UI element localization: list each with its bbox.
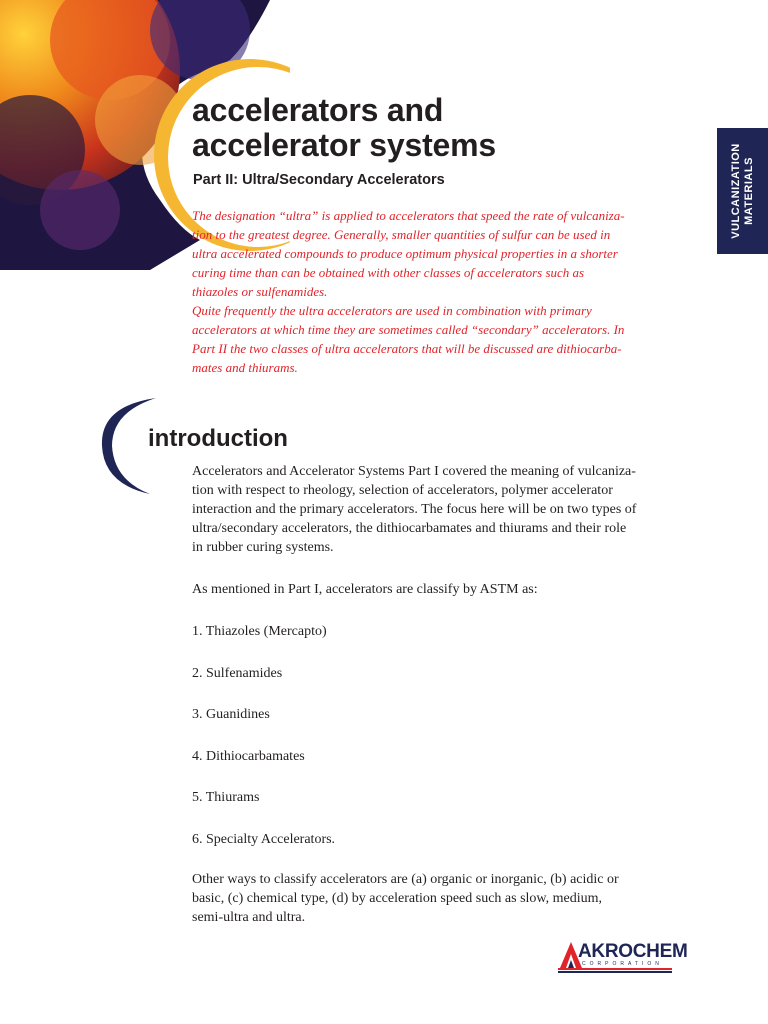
- intro-body-paragraph: [192, 462, 682, 557]
- classification-lead: [192, 580, 682, 599]
- logo-rule: [558, 968, 672, 970]
- logo-name: AKROCHEM: [578, 941, 688, 962]
- side-tab-label: [730, 143, 756, 239]
- body-line: ultra/secondary accelerators, the dithiocarbamates and thiurams and their role: [192, 521, 627, 536]
- side-tab-line: VULCANIZATION: [729, 143, 742, 239]
- list-item: 1. Thiazoles (Mercapto): [192, 624, 327, 639]
- logo-rule: [558, 971, 672, 973]
- list-item: 6. Specialty Accelerators.: [192, 831, 336, 847]
- intro-line: thiazoles or sulfenamides.: [192, 284, 328, 299]
- side-tab-line: MATERIALS: [742, 157, 755, 225]
- title-line: accelerators and: [192, 92, 444, 128]
- intro-line: curing time than can be obtained with other classes of accelerators such as: [192, 265, 585, 280]
- body-line: Accelerators and Accelerator Systems Part I covered the meaning of vulcaniza-: [192, 464, 636, 479]
- akrochem-logo: [558, 938, 688, 974]
- intro-line: tion to the greatest degree. Generally, smaller quantities of sulfur can be used in: [192, 227, 611, 242]
- intro-paragraph: [192, 206, 682, 377]
- body-line: As mentioned in Part I, accelerators are classify by ASTM as:: [192, 582, 538, 597]
- body-line: basic, (c) chemical type, (d) by acceleration speed such as slow, medium,: [192, 891, 602, 906]
- intro-line: accelerators at which time they are sometimes called “secondary” accelerators. In: [192, 322, 625, 337]
- body-line: tion with respect to rheology, selection of accelerators, polymer accelerator: [192, 483, 613, 498]
- section-heading: introduction: [148, 425, 288, 452]
- intro-line: mates and thiurams.: [192, 360, 298, 375]
- body-line: Other ways to classify accelerators are (a) organic or inorganic, (b) acidic or: [192, 872, 619, 887]
- logo-sub: CORPORATION: [582, 961, 663, 967]
- title-line: accelerator systems: [192, 127, 496, 163]
- list-item: 4. Dithiocarbamates: [192, 748, 305, 764]
- intro-line: Quite frequently the ultra accelerators are used in combination with primary: [192, 303, 592, 318]
- body-line: in rubber curing systems.: [192, 540, 334, 555]
- side-tab: [717, 128, 768, 254]
- page-title: [192, 93, 496, 163]
- list-item: 3. Guanidines: [192, 707, 270, 722]
- accelerator-class-list: [192, 622, 335, 871]
- body-line: semi-ultra and ultra.: [192, 910, 306, 925]
- page-subtitle: Part II: Ultra/Secondary Accelerators: [193, 172, 445, 188]
- intro-line: ultra accelerated compounds to produce optimum physical properties in a shorter: [192, 246, 618, 261]
- list-item: 5. Thiurams: [192, 790, 260, 805]
- classification-paragraph: [192, 870, 682, 927]
- body-line: interaction and the primary accelerators. The focus here will be on two types of: [192, 502, 637, 517]
- list-item: 2. Sulfenamides: [192, 665, 283, 681]
- intro-line: The designation “ultra” is applied to accelerators that speed the rate of vulcaniza-: [192, 208, 625, 223]
- intro-line: Part II the two classes of ultra accelerators that will be discussed are dithiocarba-: [192, 341, 622, 356]
